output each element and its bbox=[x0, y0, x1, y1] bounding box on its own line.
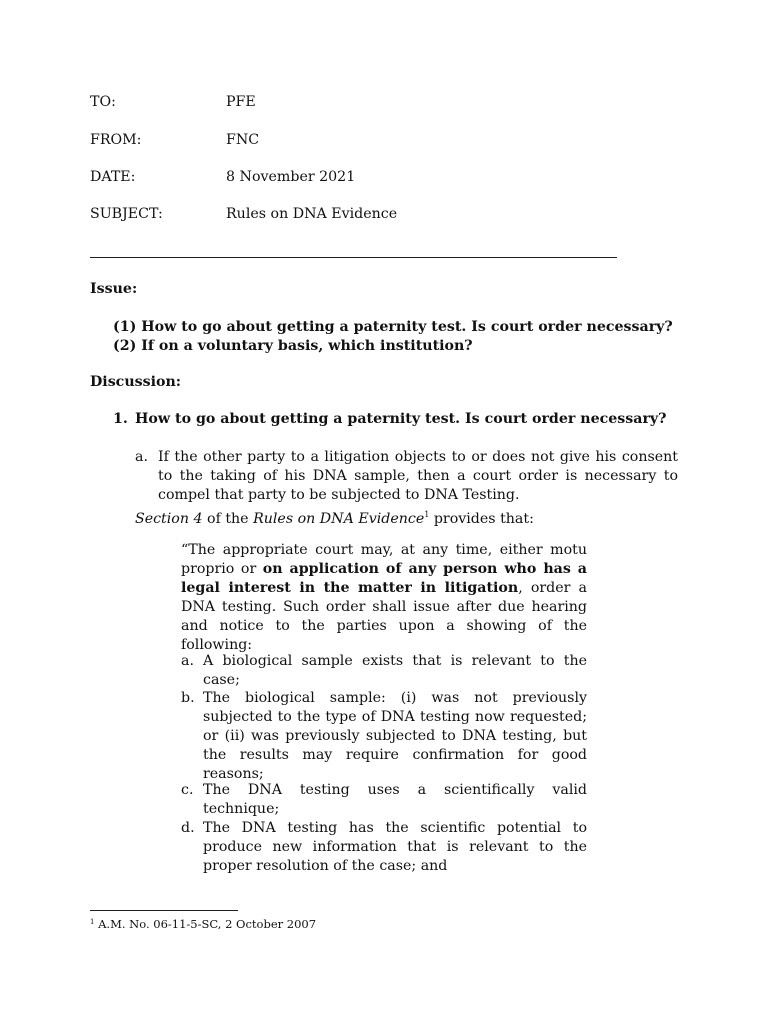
subject-label: SUBJECT: bbox=[90, 206, 163, 222]
quote-item-marker: d. bbox=[181, 820, 195, 836]
section-reference-line bbox=[135, 505, 534, 529]
from-label: FROM: bbox=[90, 132, 142, 148]
quote-start: “The appropriate court may, at any time, either motu proprio or bbox=[181, 542, 587, 577]
quote-item-a bbox=[181, 652, 587, 690]
footnote-divider bbox=[90, 910, 238, 911]
quote-bold: on application of any person who has a legal interest in the matter in litigation bbox=[181, 561, 587, 596]
header-divider bbox=[90, 257, 617, 258]
from-value: FNC bbox=[226, 132, 260, 148]
section-ref: Section 4 bbox=[135, 511, 203, 527]
quote-item-c bbox=[181, 781, 587, 819]
discussion-item-1-number: 1. bbox=[113, 411, 128, 427]
sub-item-a-marker: a. bbox=[135, 449, 148, 465]
issue-item-2: (2) If on a voluntary basis, which institution? bbox=[113, 338, 473, 354]
rules-ref: Rules on DNA Evidence bbox=[253, 511, 425, 527]
issue-heading: Issue: bbox=[90, 281, 138, 297]
quote-item-text: The DNA testing uses a scientifically valid technique; bbox=[203, 782, 587, 817]
date-label: DATE: bbox=[90, 169, 136, 185]
quote-item-marker: c. bbox=[181, 782, 194, 798]
quote-item-text: The biological sample: (i) was not previously subjected to the type of DNA testing now requested; or (ii) was previously subjected to DNA testing, but the results may require confirmation for good reasons; bbox=[203, 690, 587, 782]
discussion-heading: Discussion: bbox=[90, 374, 182, 390]
to-label: TO: bbox=[90, 94, 116, 110]
sub-item-a bbox=[135, 448, 678, 505]
quote-item-d bbox=[181, 819, 587, 876]
discussion-item-1 bbox=[113, 410, 667, 429]
quote-end: , order a DNA testing. Such order shall issue after due hearing and notice to the parties upon a showing of the following: bbox=[181, 580, 587, 653]
quote-item-text: A biological sample exists that is relevant to the case; bbox=[203, 653, 587, 688]
section-mid: of the bbox=[202, 511, 254, 527]
date-value: 8 November 2021 bbox=[226, 169, 356, 185]
to-value: PFE bbox=[226, 94, 256, 110]
footnote-mark: 1 bbox=[90, 918, 95, 926]
issue-list bbox=[113, 318, 673, 356]
block-quote bbox=[181, 541, 587, 655]
subject-value: Rules on DNA Evidence bbox=[226, 206, 398, 222]
quote-item-marker: a. bbox=[181, 653, 194, 669]
quote-item-text: The DNA testing has the scientific potential to produce new information that is relevant to the proper resolution of the case; and bbox=[203, 820, 587, 874]
issue-item-1: (1) How to go about getting a paternity test. Is court order necessary? bbox=[113, 319, 673, 335]
footnote-text: A.M. No. 06-11-5-SC, 2 October 2007 bbox=[94, 917, 317, 931]
sub-item-a-text: If the other party to a litigation objects to or does not give his consent to the taking of his DNA sample, then a court order is necessary to compel that party to be subjected to DNA Testing. bbox=[158, 449, 678, 503]
footnote bbox=[90, 914, 316, 932]
discussion-item-1-text: How to go about getting a paternity test. Is court order necessary? bbox=[135, 411, 667, 427]
section-tail: provides that: bbox=[429, 511, 534, 527]
quote-item-marker: b. bbox=[181, 690, 195, 706]
quote-item-b bbox=[181, 689, 587, 784]
footnote-ref-mark[interactable]: 1 bbox=[424, 510, 430, 519]
